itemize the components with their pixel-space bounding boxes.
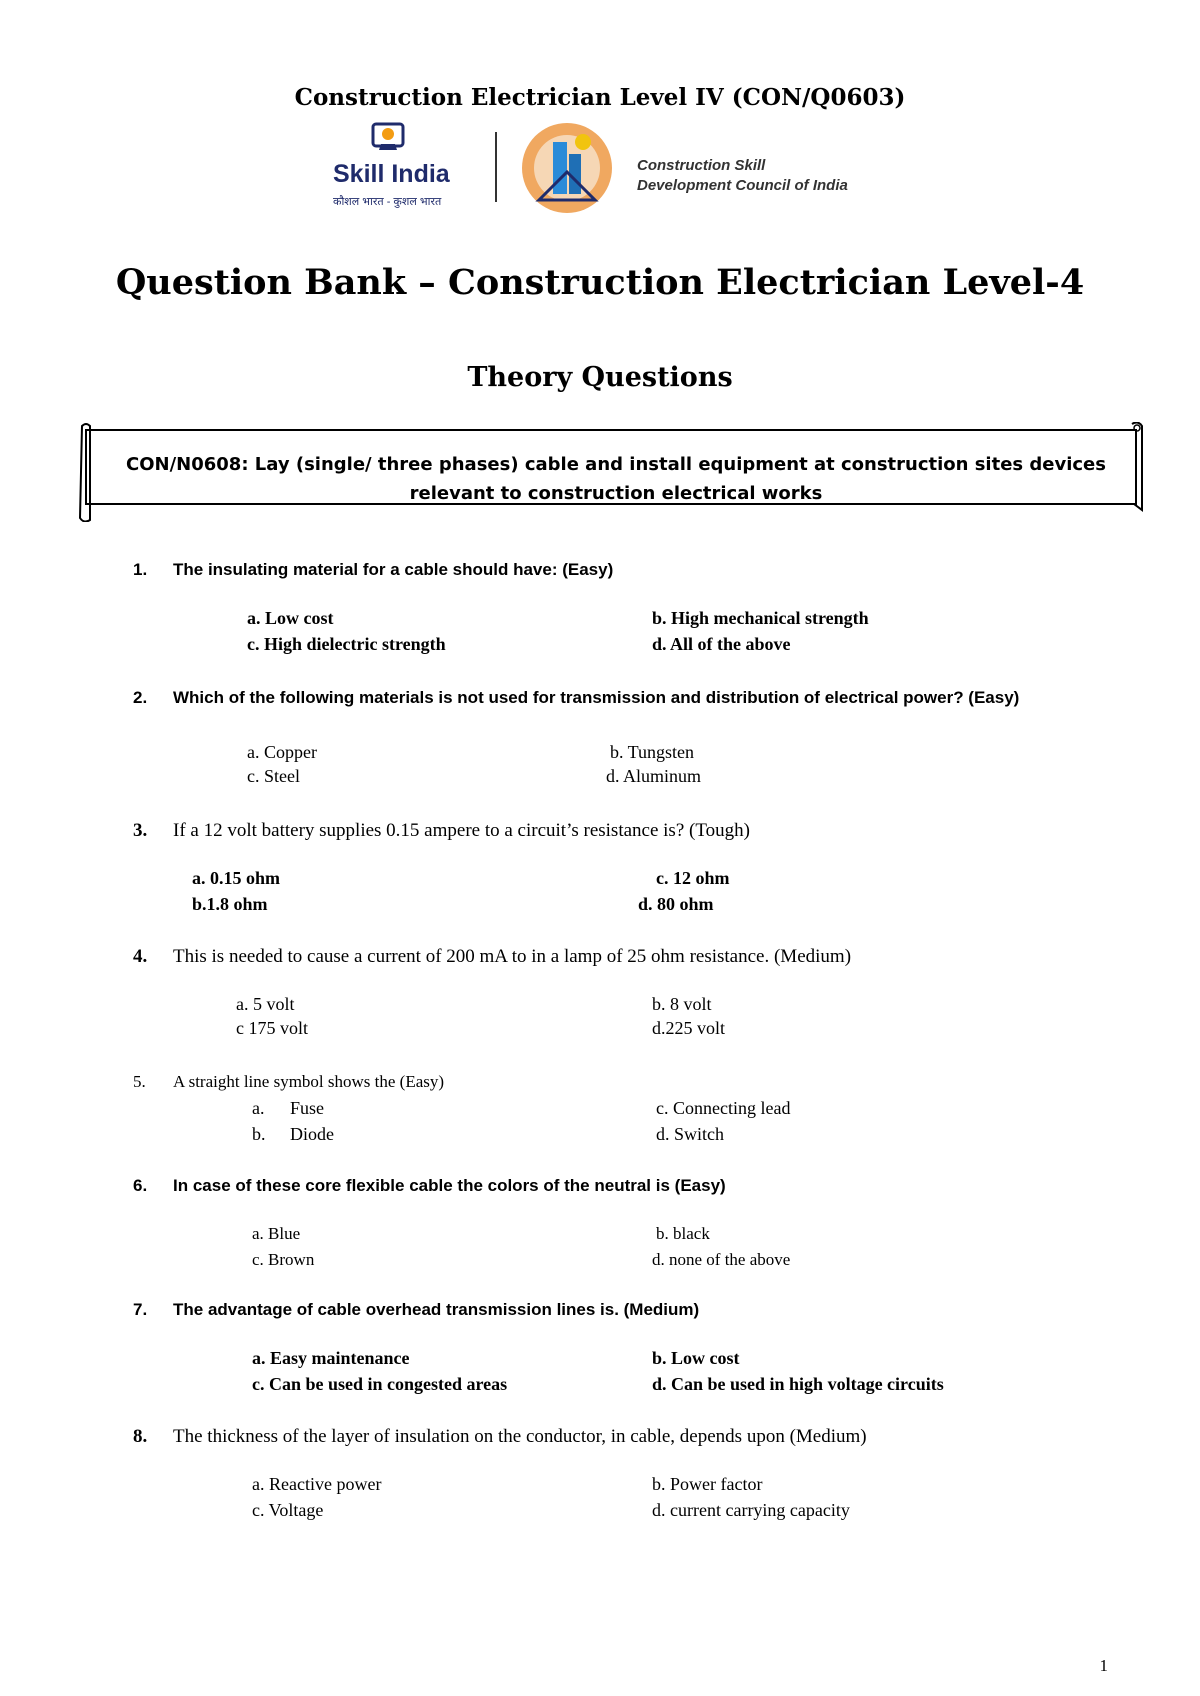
option-letter: b. bbox=[252, 1124, 266, 1144]
option: b. High mechanical strength bbox=[652, 608, 869, 628]
option: d. none of the above bbox=[652, 1250, 791, 1269]
option: c. Steel bbox=[247, 766, 300, 786]
option-letter: a. bbox=[252, 1098, 265, 1118]
question-text: The insulating material for a cable should have: (Easy) bbox=[173, 560, 614, 579]
option: c. 12 ohm bbox=[656, 868, 730, 888]
logo-group bbox=[333, 120, 875, 215]
question-number: 8. bbox=[133, 1426, 148, 1447]
option: c. Voltage bbox=[252, 1500, 324, 1520]
unit-description bbox=[96, 450, 1136, 508]
skill-india-name: Skill India bbox=[333, 160, 450, 188]
option: b. 8 volt bbox=[652, 994, 712, 1014]
option: b.1.8 ohm bbox=[192, 894, 268, 914]
question-number: 7. bbox=[133, 1300, 148, 1319]
option: a. Easy maintenance bbox=[252, 1348, 410, 1368]
skill-india-tagline: कौशल भारत - कुशल भारत bbox=[333, 196, 442, 208]
question-text: In case of these core flexible cable the colors of the neutral is (Easy) bbox=[173, 1176, 726, 1195]
option: d. Can be used in high voltage circuits bbox=[652, 1374, 944, 1394]
question-text: This is needed to cause a current of 200 mA to in a lamp of 25 ohm resistance. (Medium) bbox=[173, 946, 852, 967]
question-2 bbox=[133, 688, 1019, 708]
option: d. current carrying capacity bbox=[652, 1500, 850, 1520]
option: d. 80 ohm bbox=[638, 894, 714, 914]
option: a. 0.15 ohm bbox=[192, 868, 281, 888]
option: c 175 volt bbox=[236, 1018, 308, 1038]
option: a. Copper bbox=[247, 742, 317, 762]
csdc-name-line2: Development Council of India bbox=[637, 177, 848, 194]
unit-line-1: CON/N0608: Lay (single/ three phases) cable and install equipment at construction sites devices bbox=[126, 454, 1106, 475]
option: d. Aluminum bbox=[606, 766, 702, 786]
option: a. Low cost bbox=[247, 608, 334, 628]
option: c. High dielectric strength bbox=[247, 634, 446, 654]
question-text: The advantage of cable overhead transmission lines is. (Medium) bbox=[173, 1300, 700, 1319]
unit-line-2: relevant to construction electrical works bbox=[409, 483, 823, 504]
csdc-name-line1: Construction Skill bbox=[637, 157, 766, 174]
option: Diode bbox=[290, 1124, 334, 1144]
question-8 bbox=[133, 1426, 867, 1448]
option: b. Low cost bbox=[652, 1348, 740, 1368]
question-number: 2. bbox=[133, 688, 148, 707]
question-4 bbox=[133, 946, 851, 968]
option: Fuse bbox=[290, 1098, 325, 1118]
question-number: 5. bbox=[133, 1072, 146, 1091]
option: d.225 volt bbox=[652, 1018, 726, 1038]
option: d. All of the above bbox=[652, 634, 791, 654]
option: a. Reactive power bbox=[252, 1474, 382, 1494]
logo-divider bbox=[495, 132, 497, 202]
csdc-logo-icon bbox=[517, 120, 617, 215]
question-number: 6. bbox=[133, 1176, 148, 1195]
option: d. Switch bbox=[656, 1124, 725, 1144]
question-7 bbox=[133, 1300, 699, 1320]
question-text: Which of the following materials is not used for transmission and distribution of electrical power? (Easy) bbox=[173, 688, 1020, 707]
option: a. 5 volt bbox=[236, 994, 295, 1014]
question-6 bbox=[133, 1176, 726, 1196]
question-text: If a 12 volt battery supplies 0.15 ampere to a circuit’s resistance is? (Tough) bbox=[173, 820, 750, 841]
question-text: The thickness of the layer of insulation on the conductor, in cable, depends upon (Medium) bbox=[173, 1426, 867, 1447]
option: c. Connecting lead bbox=[656, 1098, 791, 1118]
option: c. Can be used in congested areas bbox=[252, 1374, 508, 1394]
question-number: 3. bbox=[133, 820, 148, 841]
option: c. Brown bbox=[252, 1250, 315, 1269]
header-title: Construction Electrician Level IV (CON/Q0603) bbox=[294, 84, 906, 111]
option: b. Tungsten bbox=[610, 742, 695, 762]
option: b. Power factor bbox=[652, 1474, 763, 1494]
section-title: Theory Questions bbox=[467, 362, 733, 393]
question-3 bbox=[133, 820, 750, 842]
question-1 bbox=[133, 560, 613, 580]
question-number: 4. bbox=[133, 946, 148, 967]
question-number: 1. bbox=[133, 560, 148, 579]
option: b. black bbox=[656, 1224, 710, 1243]
option: a. Blue bbox=[252, 1224, 301, 1243]
page-number: 1 bbox=[1099, 1656, 1108, 1675]
question-5 bbox=[133, 1072, 444, 1092]
document-title: Question Bank – Construction Electrician Level-4 bbox=[115, 262, 1085, 303]
question-text: A straight line symbol shows the (Easy) bbox=[173, 1072, 445, 1091]
